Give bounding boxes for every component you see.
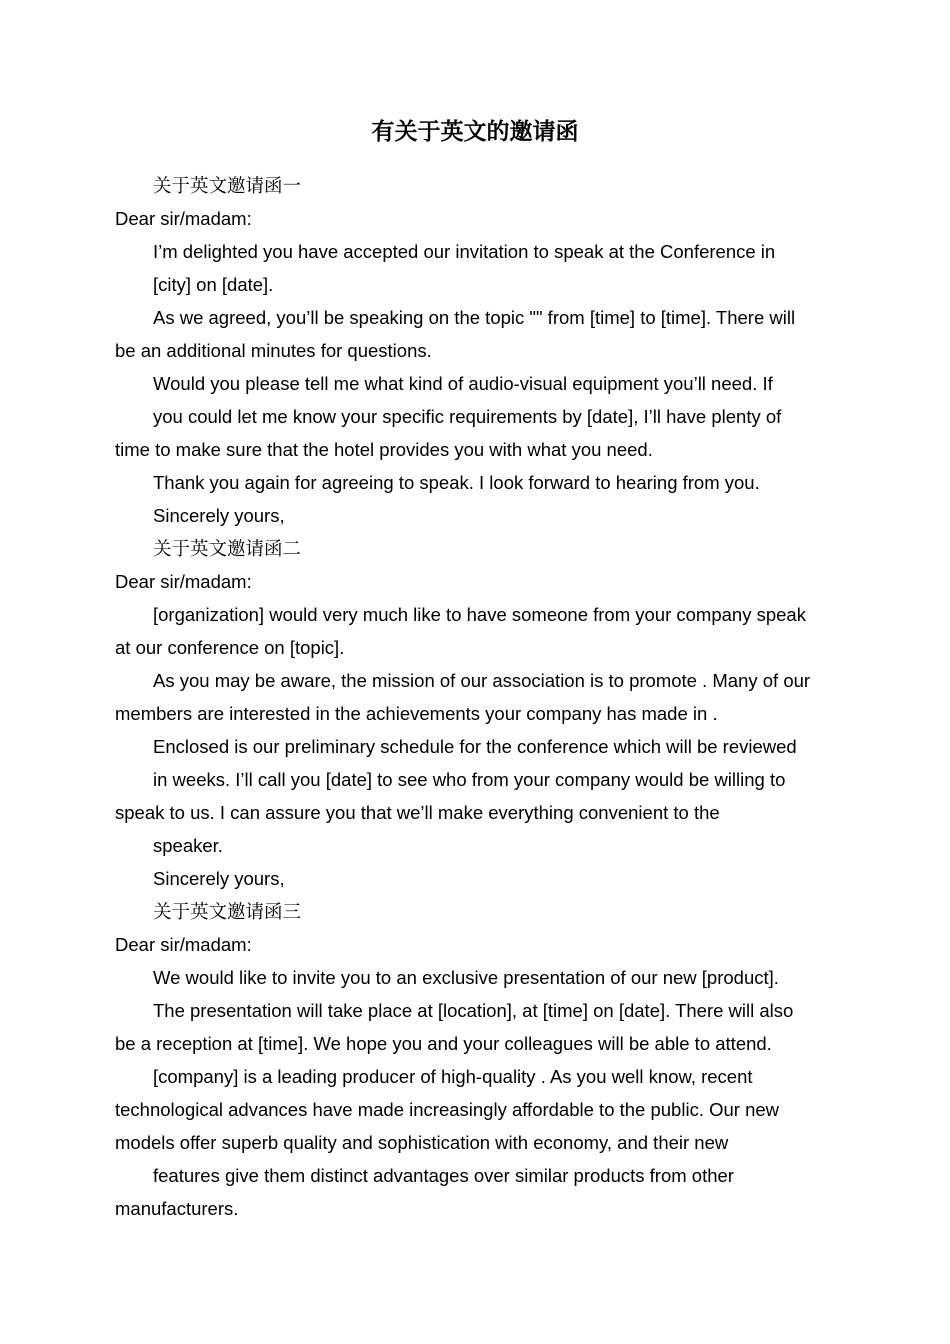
- body-line: time to make sure that the hotel provides you with what you need.: [115, 439, 653, 460]
- body-line: manufacturers.: [115, 1198, 239, 1219]
- body-line: be a reception at [time]. We hope you and your colleagues will be able to attend.: [115, 1033, 772, 1054]
- body-line: As we agreed, you’ll be speaking on the topic "" from [time] to [time]. There will: [153, 307, 796, 328]
- salutation: Dear sir/madam:: [115, 934, 252, 955]
- body-line: As you may be aware, the mission of our association is to promote . Many of our: [153, 670, 811, 691]
- body-line: be an additional minutes for questions.: [115, 340, 432, 361]
- body-line: We would like to invite you to an exclusive presentation of our new [product].: [153, 967, 779, 988]
- closing: Sincerely yours,: [153, 505, 285, 526]
- section-heading-2: 关于英文邀请函二: [153, 538, 302, 559]
- body-line: in weeks. I’ll call you [date] to see who from your company would be willing to: [153, 769, 786, 790]
- body-line: Would you please tell me what kind of audio-visual equipment you’ll need. If: [153, 373, 773, 394]
- body-line: technological advances have made increasingly affordable to the public. Our new: [115, 1099, 780, 1120]
- body-line: [city] on [date].: [153, 274, 274, 295]
- section-heading-1: 关于英文邀请函一: [153, 175, 302, 196]
- body-line: I’m delighted you have accepted our invitation to speak at the Conference in: [153, 241, 776, 262]
- body-line: Thank you again for agreeing to speak. I look forward to hearing from you.: [153, 472, 760, 493]
- body-line: models offer superb quality and sophistication with economy, and their new: [115, 1132, 729, 1153]
- body-line: [organization] would very much like to have someone from your company speak: [153, 604, 806, 625]
- body-line: features give them distinct advantages over similar products from other: [153, 1165, 734, 1186]
- closing: Sincerely yours,: [153, 868, 285, 889]
- body-line: speak to us. I can assure you that we’ll make everything convenient to the: [115, 802, 720, 823]
- salutation: Dear sir/madam:: [115, 208, 252, 229]
- section-heading-3: 关于英文邀请函三: [153, 901, 302, 922]
- body-line: you could let me know your specific requirements by [date], I’ll have plenty of: [153, 406, 782, 427]
- salutation: Dear sir/madam:: [115, 571, 252, 592]
- body-line: Enclosed is our preliminary schedule for the conference which will be reviewed: [153, 736, 797, 757]
- document-title: 有关于英文的邀请函: [371, 118, 579, 144]
- body-line: speaker.: [153, 835, 223, 856]
- body-line: The presentation will take place at [location], at [time] on [date]. There will also: [153, 1000, 794, 1021]
- body-line: members are interested in the achievements your company has made in .: [115, 703, 718, 724]
- body-line: at our conference on [topic].: [115, 637, 345, 658]
- body-line: [company] is a leading producer of high-quality . As you well know, recent: [153, 1066, 753, 1087]
